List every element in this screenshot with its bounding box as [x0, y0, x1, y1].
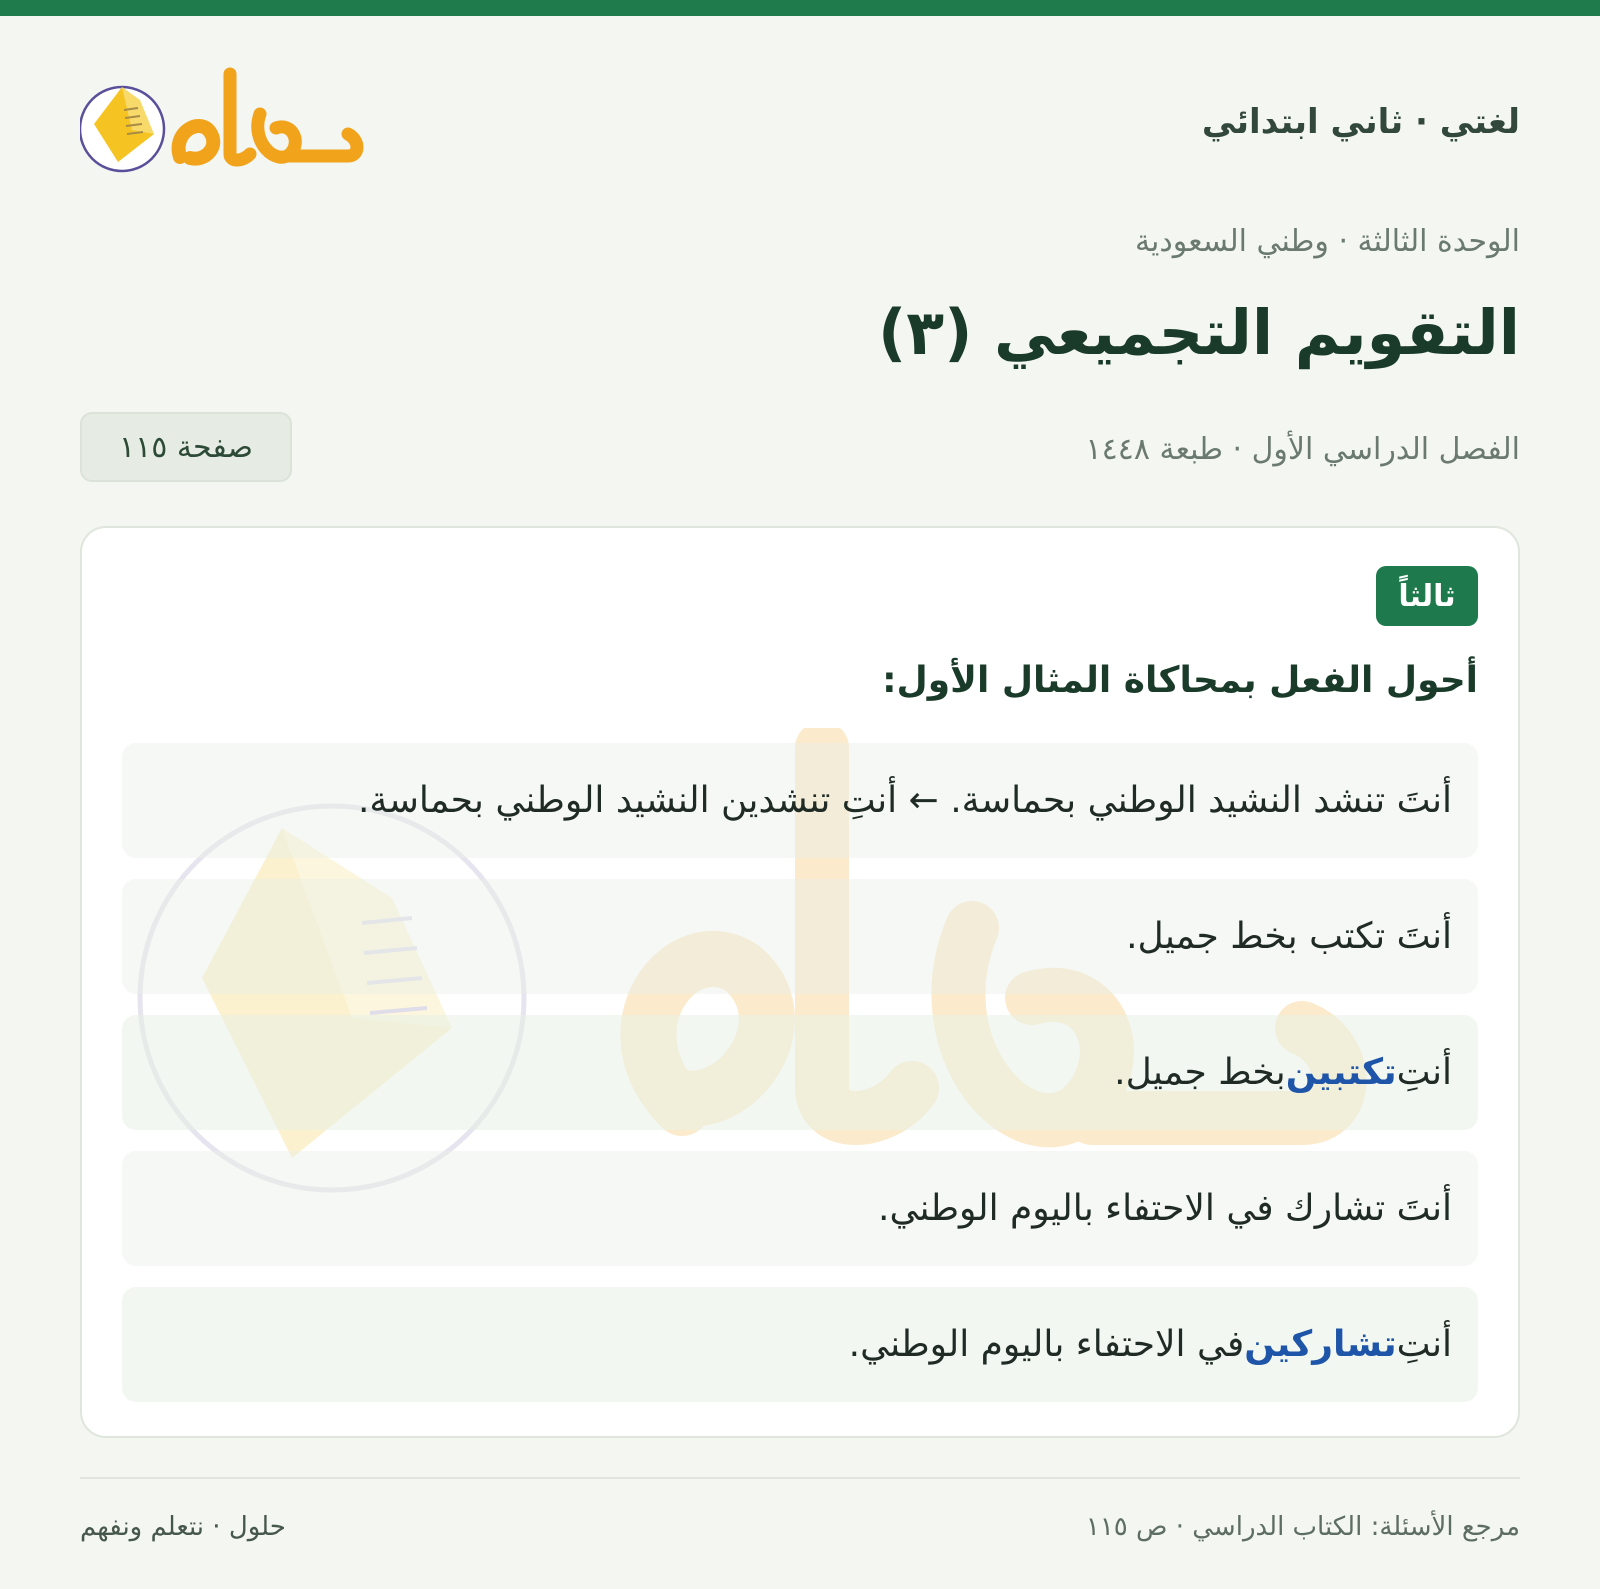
question-text: أحول الفعل بمحاكاة المثال الأول:	[882, 660, 1478, 701]
exercise-card	[80, 526, 1520, 1438]
row-suffix: في الاحتفاء باليوم الوطني.	[848, 1324, 1245, 1365]
answer-rows	[122, 743, 1478, 1423]
footer-brand[interactable]: حلول · نتعلم ونفهم	[80, 1512, 286, 1542]
unit-label: الوحدة الثالثة · وطني السعودية	[1134, 224, 1520, 259]
header	[80, 62, 1520, 192]
row-prefix: أنتِ	[1396, 1324, 1452, 1365]
footer-reference: مرجع الأسئلة: الكتاب الدراسي · ص ١١٥	[1085, 1512, 1520, 1542]
answer-row	[122, 1015, 1478, 1130]
subject-title: لغتي · ثاني ابتدائي	[1201, 102, 1520, 142]
row-prefix: أنتِ	[1396, 1052, 1452, 1093]
hulul-logo[interactable]	[80, 62, 370, 192]
answer-row	[122, 1287, 1478, 1402]
row-text: أنتَ تكتب بخط جميل.	[1126, 916, 1452, 957]
row-text: أنتَ تشارك في الاحتفاء باليوم الوطني.	[878, 1188, 1452, 1229]
footer-divider	[80, 1477, 1520, 1479]
question-row	[122, 879, 1478, 994]
row-suffix: بخط جميل.	[1114, 1052, 1286, 1093]
term-label: الفصل الدراسي الأول · طبعة ١٤٤٨	[1085, 432, 1520, 467]
section-badge: ثالثاً	[1376, 566, 1478, 626]
question-row	[122, 1151, 1478, 1266]
answer-highlight: تكتبين	[1285, 1052, 1397, 1093]
row-text: أنتَ تنشد النشيد الوطني بحماسة. ← أنتِ تنشدين النشيد الوطني بحماسة.	[357, 780, 1452, 821]
logo-icon	[80, 62, 370, 192]
meta-row	[80, 412, 1520, 484]
answer-highlight: تشاركين	[1244, 1324, 1397, 1365]
page-title: التقويم التجميعي (٣)	[877, 296, 1520, 369]
page-number-badge: صفحة ١١٥	[80, 412, 292, 482]
example-row	[122, 743, 1478, 858]
top-bar	[0, 0, 1600, 16]
